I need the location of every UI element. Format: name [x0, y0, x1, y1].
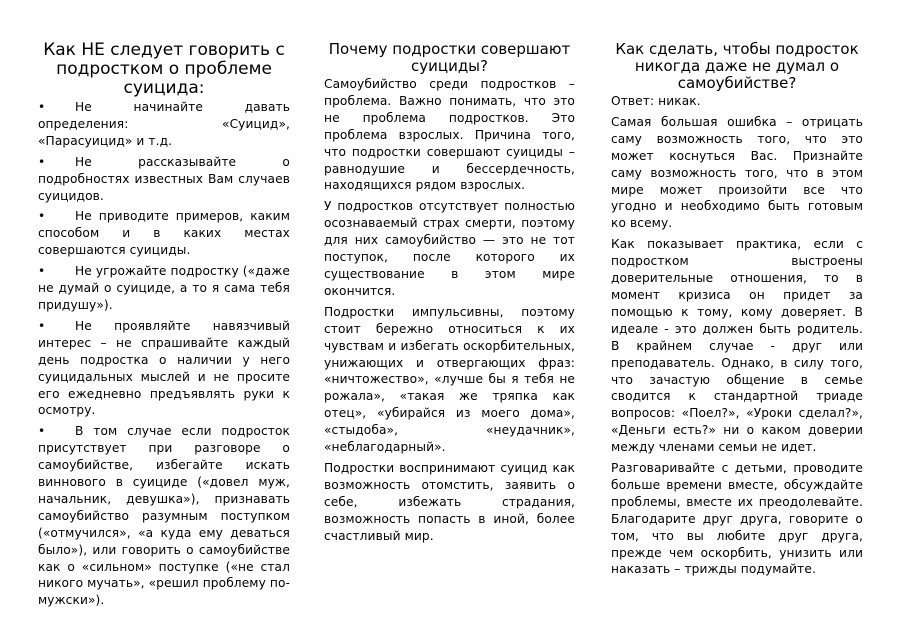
paragraph: Самоубийство среди подростков – проблема. Важно понимать, что это не проблема подростков. Это проблема взрослых. Причина того, что подростки совершают суициды – равнодушие и бессердечность, находящихся рядом взрослых. — [324, 77, 575, 193]
column1-heading: Как НЕ следует говорить с подростком о проблеме суицида: — [43, 40, 285, 98]
bullet-icon: • — [38, 154, 46, 169]
answer-line: Ответ: никак. — [611, 94, 701, 108]
bullet-icon: • — [38, 424, 46, 439]
list-item — [38, 423, 290, 609]
list-item-text: Не рассказывайте о подробностях известных Вам случаев суицидов. — [38, 154, 290, 203]
list-item — [38, 208, 290, 259]
bullet-icon: • — [38, 318, 46, 333]
column2-body — [324, 76, 575, 544]
column3-body — [611, 93, 863, 578]
bullet-icon: • — [38, 209, 46, 224]
list-item — [38, 263, 290, 314]
list-item — [38, 318, 290, 419]
column-how-not-to-talk — [38, 0, 290, 613]
paragraph: У подростков отсутствует полностью осознаваемый страх смерти, поэтому для них самоубийство — это не тот поступок, после которого их существование в этом мире окончится. — [324, 199, 575, 298]
list-item-text: Не угрожайте подростку («даже не думай о суициде, а то я сама тебя придушу»). — [38, 264, 290, 312]
column-how-to-prevent — [611, 0, 863, 582]
column1-body — [38, 99, 290, 609]
column2-heading: Почему подростки совершают суициды? — [328, 40, 571, 75]
column-why-teens — [324, 0, 575, 548]
list-item-text: В том случае если подросток присутствует при разговоре о самоубийстве, избегайте искать виннового в суициде («довел муж, начальник, девушка»), признавать самоубийство разумным поступком («отмучился», «а куда ему деваться было»), или говорить о самоубийстве как о «сильном» поступке («не стал никого мучать», «решил проблему по-мужски»). — [38, 424, 290, 608]
list-item — [38, 154, 290, 205]
list-item — [38, 99, 290, 150]
column1-bullet-list — [38, 99, 290, 609]
list-item-text: Не приводите примеров, каким способом и в каких местах совершаются суициды. — [38, 209, 290, 258]
paragraph: Подростки воспринимают суицид как возможность отомстить, заявить о себе, избежать страдания, возможность попасть в иной, более счастливый мир. — [324, 460, 575, 543]
paragraph: Подростки импульсивны, поэтому стоит бережно относиться к их чувствам и избегать оскорбительных, унижающих и отвергающих фраз: «ничтожество», «лучше бы я тебя не рожала», «такая же тряпка как отец», «убирайся из моего дома», «стыдоба», «неудачник», «неблагодарный». — [324, 304, 575, 455]
bullet-icon: • — [38, 100, 46, 114]
list-item-text: Не проявляйте навязчивый интерес – не спрашивайте каждый день подростка о наличии у него суицидальных мыслей и не просите его ежедневно предъявлять руки к осмотру. — [38, 318, 290, 418]
paragraph: Самая большая ошибка – отрицать саму возможность того, что это может коснуться Вас. Признайте саму возможность того, что в этом мире может произойти все что угодно и необходимо быть готовым ко всему. — [611, 114, 863, 231]
bullet-icon: • — [38, 264, 46, 279]
column3-heading: Как сделать, чтобы подросток никогда даже не думал о самоубийстве? — [615, 40, 859, 92]
list-item-text: Не начинайте давать определения: «Суицид», «Парасуицид» и т.д. — [38, 100, 290, 148]
paragraph: Разговаривайте с детьми, проводите больше времени вместе, обсуждайте проблемы, вместе их преодолевайте. Благодарите друг друга, говорите о том, что вы любите друг друга, прежде чем оскорбить, унизить или наказать – трижды подумайте. — [611, 461, 863, 577]
paragraph: Как показывает практика, если с подростком выстроены доверительные отношения, то в момент кризиса он придет за помощью к тому, кому доверяет. В идеале - это должен быть родитель. В крайнем случае - друг или преподаватель. Однако, в силу того, что зачастую общение в семье сводится к стандартной триаде вопросов: «Поел?», «Уроки сделал?», «Деньги есть?» ни о каком доверии между членами семьи не идет. — [611, 237, 863, 455]
